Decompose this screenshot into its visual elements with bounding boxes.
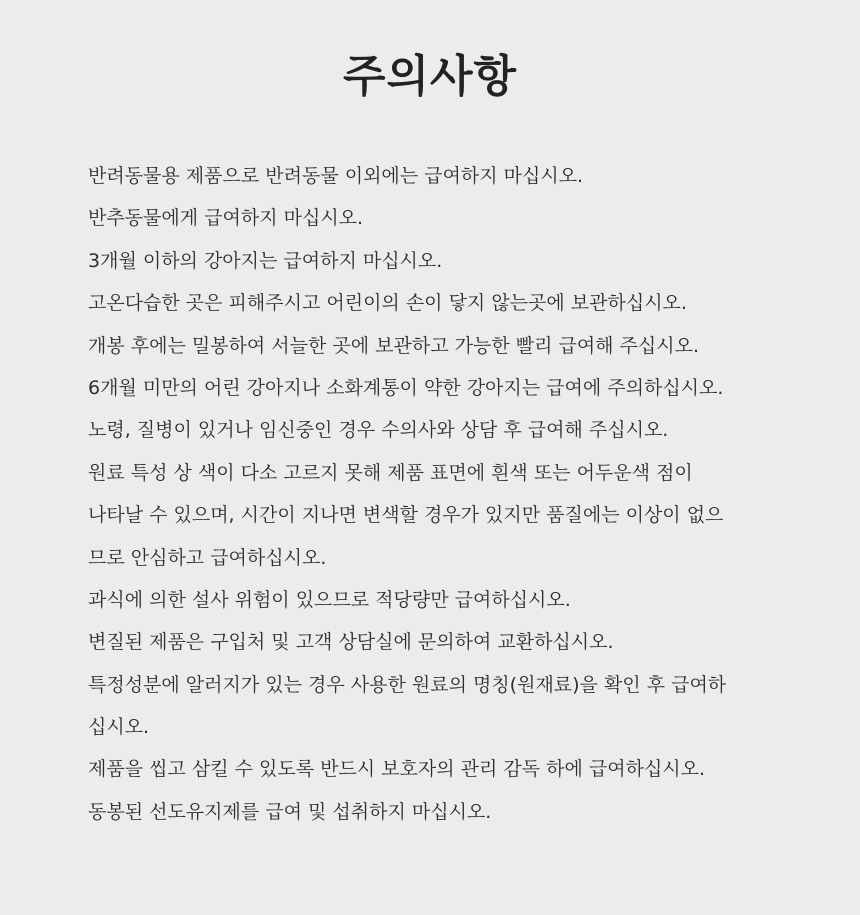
caution-line: 반려동물용 제품으로 반려동물 이외에는 급여하지 마십시오. <box>88 165 584 187</box>
caution-line: 반추동물에게 급여하지 마십시오. <box>88 207 364 230</box>
caution-line: 변질된 제품은 구입처 및 고객 상담실에 문의하여 교환하십시오. <box>88 631 614 654</box>
caution-line: 특정성분에 알러지가 있는 경우 사용한 원료의 명칭(원재료)을 확인 후 급여하 <box>88 673 727 696</box>
caution-line: 6개월 미만의 어린 강아지나 소화계통이 약한 강아지는 급여에 주의하십시오. <box>88 376 724 399</box>
caution-list <box>88 155 788 833</box>
caution-line: 고온다습한 곳은 피해주시고 어린이의 손이 닿지 않는곳에 보관하십시오. <box>88 292 687 315</box>
caution-line: 나타날 수 있으며, 시간이 지나면 변색할 경우가 있지만 품질에는 이상이 없으 <box>88 504 724 527</box>
caution-line: 과식에 의한 설사 위험이 있으므로 적당량만 급여하십시오. <box>88 588 571 611</box>
caution-line: 동봉된 선도유지제를 급여 및 섭취하지 마십시오. <box>88 800 492 823</box>
caution-line: 므로 안심하고 급여하십시오. <box>88 546 327 569</box>
caution-line: 3개월 이하의 강아지는 급여하지 마십시오. <box>88 249 443 272</box>
caution-line: 십시오. <box>88 716 150 739</box>
caution-line: 노령, 질병이 있거나 임신중인 경우 수의사와 상담 후 급여해 주십시오. <box>88 419 669 442</box>
page-title: 주의사항 <box>342 51 517 102</box>
caution-line: 제품을 씹고 삼킬 수 있도록 반드시 보호자의 관리 감독 하에 급여하십시오. <box>88 758 706 781</box>
caution-line: 개봉 후에는 밀봉하여 서늘한 곳에 보관하고 가능한 빨리 급여해 주십시오. <box>88 334 700 357</box>
caution-line: 원료 특성 상 색이 다소 고르지 못해 제품 표면에 흰색 또는 어두운색 점이 <box>88 461 693 484</box>
